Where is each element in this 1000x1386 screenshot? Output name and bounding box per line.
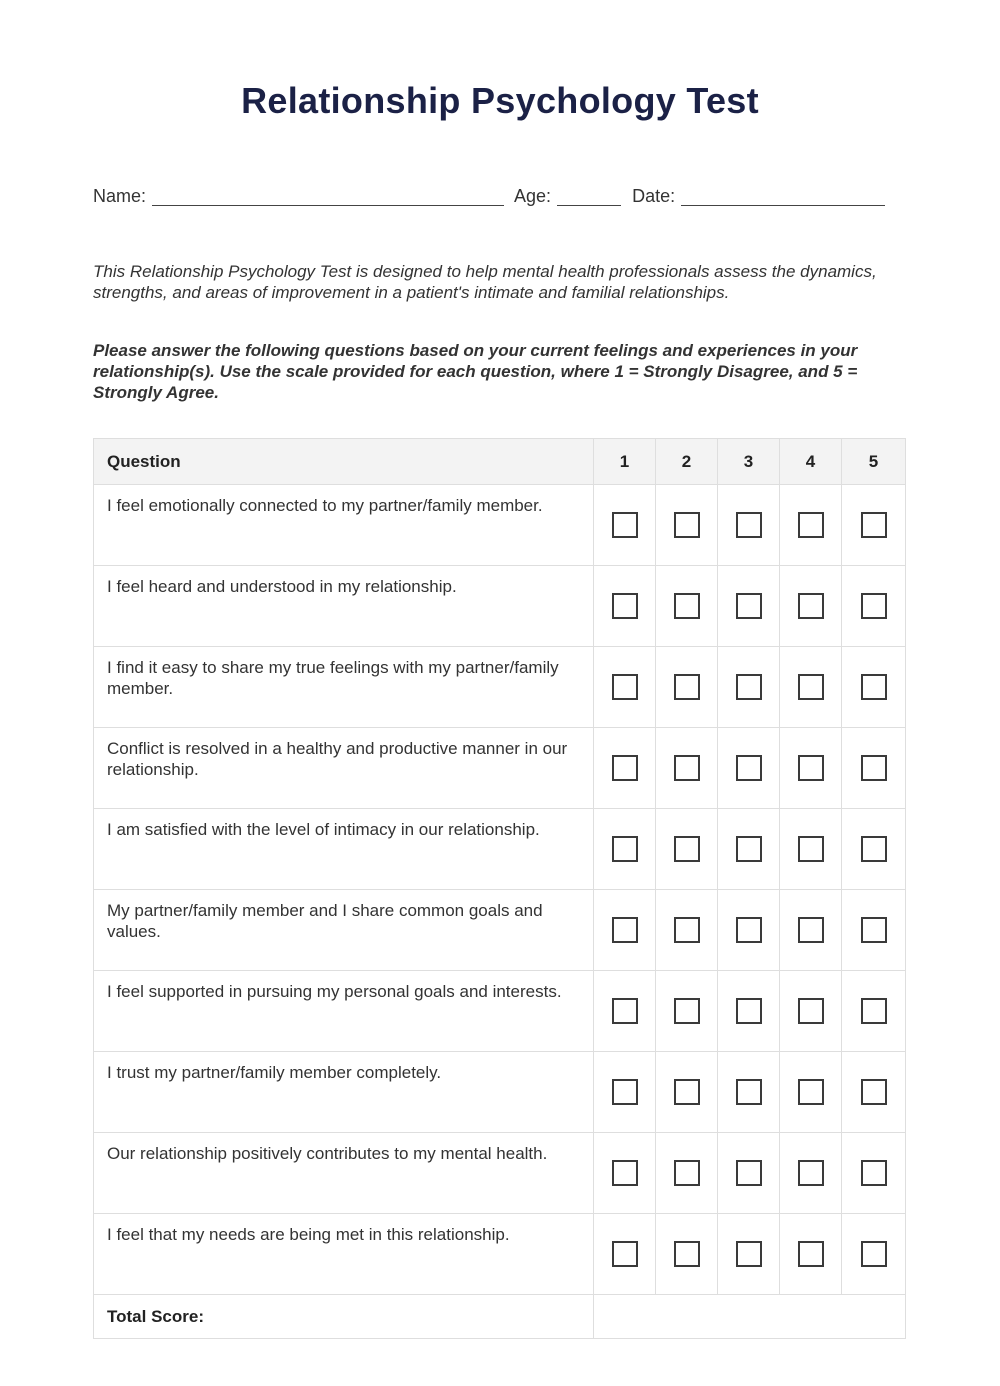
rating-cell (842, 728, 906, 809)
rating-cell (718, 1133, 780, 1214)
rating-checkbox-5[interactable] (861, 1241, 887, 1267)
rating-checkbox-2[interactable] (674, 998, 700, 1024)
rating-cell (842, 809, 906, 890)
rating-cell (842, 971, 906, 1052)
rating-checkbox-1[interactable] (612, 917, 638, 943)
question-text: I feel heard and understood in my relationship. (94, 566, 594, 647)
rating-checkbox-3[interactable] (736, 1241, 762, 1267)
question-column-header: Question (94, 439, 594, 485)
rating-checkbox-3[interactable] (736, 593, 762, 619)
rating-checkbox-4[interactable] (798, 1160, 824, 1186)
rating-checkbox-4[interactable] (798, 593, 824, 619)
rating-cell (842, 647, 906, 728)
scale-header-5: 5 (842, 439, 906, 485)
rating-checkbox-1[interactable] (612, 998, 638, 1024)
rating-checkbox-1[interactable] (612, 512, 638, 538)
rating-checkbox-5[interactable] (861, 1079, 887, 1105)
scale-header-3: 3 (718, 439, 780, 485)
rating-cell (718, 1052, 780, 1133)
page-title: Relationship Psychology Test (241, 80, 759, 121)
rating-cell (780, 485, 842, 566)
rating-checkbox-2[interactable] (674, 512, 700, 538)
rating-cell (656, 971, 718, 1052)
rating-checkbox-4[interactable] (798, 674, 824, 700)
rating-cell (656, 890, 718, 971)
rating-cell (842, 1052, 906, 1133)
question-text: I feel emotionally connected to my partner/family member. (94, 485, 594, 566)
rating-cell (780, 1214, 842, 1295)
rating-checkbox-2[interactable] (674, 1160, 700, 1186)
rating-checkbox-3[interactable] (736, 674, 762, 700)
rating-cell (780, 1052, 842, 1133)
rating-checkbox-4[interactable] (798, 998, 824, 1024)
rating-checkbox-3[interactable] (736, 836, 762, 862)
rating-cell (842, 1133, 906, 1214)
rating-checkbox-2[interactable] (674, 593, 700, 619)
rating-cell (594, 971, 656, 1052)
rating-cell (656, 647, 718, 728)
rating-checkbox-1[interactable] (612, 755, 638, 781)
rating-checkbox-2[interactable] (674, 674, 700, 700)
rating-cell (780, 728, 842, 809)
rating-checkbox-3[interactable] (736, 755, 762, 781)
rating-checkbox-2[interactable] (674, 1241, 700, 1267)
rating-checkbox-3[interactable] (736, 998, 762, 1024)
table-row (94, 728, 906, 809)
table-row (94, 971, 906, 1052)
rating-cell (594, 485, 656, 566)
rating-checkbox-5[interactable] (861, 1160, 887, 1186)
scale-header-4: 4 (780, 439, 842, 485)
rating-checkbox-4[interactable] (798, 1241, 824, 1267)
instructions-paragraph: Please answer the following questions based on your current feelings and experiences in your relationship(s). Use the scale provided for each question, where 1 = Strongly Disagree, and 5 = Strongly Agree. (93, 341, 858, 402)
rating-checkbox-3[interactable] (736, 1160, 762, 1186)
table-row (94, 485, 906, 566)
rating-checkbox-1[interactable] (612, 1160, 638, 1186)
rating-cell (780, 809, 842, 890)
rating-checkbox-4[interactable] (798, 512, 824, 538)
rating-cell (718, 971, 780, 1052)
question-text: I feel supported in pursuing my personal goals and interests. (94, 971, 594, 1052)
rating-cell (718, 566, 780, 647)
rating-cell (594, 809, 656, 890)
age-label: Age: (514, 186, 552, 206)
date-label: Date: (632, 186, 676, 206)
rating-cell (842, 1214, 906, 1295)
rating-checkbox-3[interactable] (736, 512, 762, 538)
rating-checkbox-5[interactable] (861, 674, 887, 700)
rating-checkbox-3[interactable] (736, 917, 762, 943)
question-text: I find it easy to share my true feelings with my partner/family member. (94, 647, 594, 728)
name-field[interactable] (152, 187, 504, 206)
rating-cell (594, 647, 656, 728)
table-row (94, 890, 906, 971)
scale-header-1: 1 (594, 439, 656, 485)
intro-paragraph: This Relationship Psychology Test is designed to help mental health professionals assess the dynamics, strengths, and areas of improvement in a patient's intimate and familial relationships. (93, 262, 877, 302)
table-row (94, 809, 906, 890)
rating-cell (594, 1133, 656, 1214)
rating-checkbox-1[interactable] (612, 674, 638, 700)
questions-table (93, 438, 906, 1339)
rating-checkbox-4[interactable] (798, 1079, 824, 1105)
rating-cell (718, 890, 780, 971)
total-score-row (94, 1295, 906, 1339)
rating-checkbox-5[interactable] (861, 998, 887, 1024)
rating-checkbox-1[interactable] (612, 1079, 638, 1105)
rating-cell (718, 1214, 780, 1295)
rating-checkbox-2[interactable] (674, 836, 700, 862)
rating-checkbox-2[interactable] (674, 917, 700, 943)
rating-checkbox-4[interactable] (798, 755, 824, 781)
question-text: I feel that my needs are being met in this relationship. (94, 1214, 594, 1295)
rating-cell (594, 566, 656, 647)
table-row (94, 1214, 906, 1295)
rating-cell (656, 485, 718, 566)
rating-cell (842, 485, 906, 566)
rating-cell (656, 566, 718, 647)
rating-cell (656, 809, 718, 890)
rating-cell (780, 566, 842, 647)
rating-cell (780, 1133, 842, 1214)
total-score-field[interactable] (594, 1295, 906, 1339)
rating-cell (718, 485, 780, 566)
rating-checkbox-1[interactable] (612, 1241, 638, 1267)
rating-checkbox-2[interactable] (674, 755, 700, 781)
date-field[interactable] (681, 187, 885, 206)
rating-cell (656, 1133, 718, 1214)
rating-cell (718, 809, 780, 890)
question-text: Our relationship positively contributes to my mental health. (94, 1133, 594, 1214)
rating-checkbox-5[interactable] (861, 512, 887, 538)
question-text: I trust my partner/family member completely. (94, 1052, 594, 1133)
rating-cell (718, 647, 780, 728)
rating-checkbox-4[interactable] (798, 836, 824, 862)
table-row (94, 1133, 906, 1214)
age-field[interactable] (557, 187, 621, 206)
table-row (94, 1052, 906, 1133)
rating-cell (780, 647, 842, 728)
rating-cell (842, 890, 906, 971)
rating-checkbox-3[interactable] (736, 1079, 762, 1105)
rating-cell (594, 1214, 656, 1295)
total-score-label: Total Score: (94, 1295, 594, 1339)
rating-cell (656, 728, 718, 809)
rating-checkbox-4[interactable] (798, 917, 824, 943)
table-row (94, 647, 906, 728)
name-label: Name: (93, 186, 147, 206)
rating-cell (718, 728, 780, 809)
rating-cell (780, 890, 842, 971)
rating-cell (656, 1052, 718, 1133)
rating-cell (656, 1214, 718, 1295)
rating-checkbox-2[interactable] (674, 1079, 700, 1105)
rating-cell (842, 566, 906, 647)
rating-cell (594, 1052, 656, 1133)
question-text: I am satisfied with the level of intimacy in our relationship. (94, 809, 594, 890)
table-header-row (94, 439, 906, 485)
rating-cell (780, 971, 842, 1052)
table-row (94, 566, 906, 647)
question-text: Conflict is resolved in a healthy and productive manner in our relationship. (94, 728, 594, 809)
rating-checkbox-5[interactable] (861, 755, 887, 781)
scale-header-2: 2 (656, 439, 718, 485)
rating-checkbox-5[interactable] (861, 917, 887, 943)
rating-checkbox-1[interactable] (612, 836, 638, 862)
patient-info-fields (93, 186, 891, 207)
rating-cell (594, 728, 656, 809)
rating-checkbox-1[interactable] (612, 593, 638, 619)
rating-cell (594, 890, 656, 971)
rating-checkbox-5[interactable] (861, 836, 887, 862)
rating-checkbox-5[interactable] (861, 593, 887, 619)
question-text: My partner/family member and I share common goals and values. (94, 890, 594, 971)
